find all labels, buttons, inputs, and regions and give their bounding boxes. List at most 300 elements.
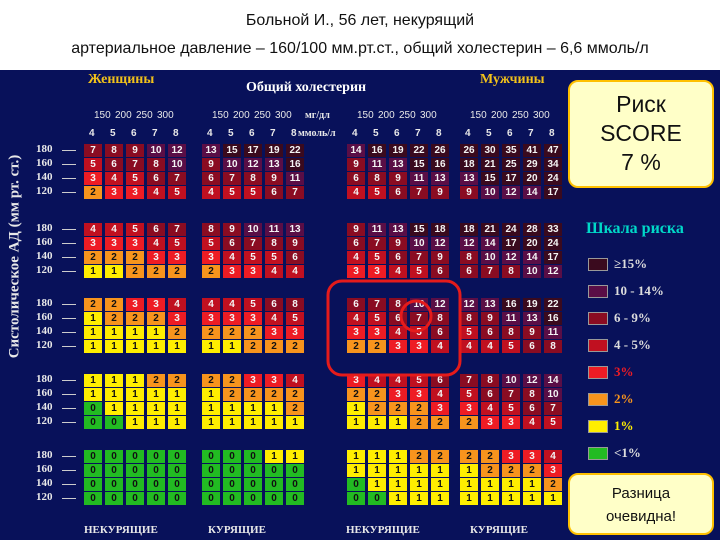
risk-cell: 4	[147, 186, 165, 199]
risk-cell: 7	[168, 223, 186, 236]
risk-cell: 8	[286, 298, 304, 311]
mmol-tick: 6	[507, 128, 513, 139]
legend-swatch	[588, 339, 608, 352]
risk-cell: 33	[544, 223, 562, 236]
risk-cell: 1	[126, 416, 144, 429]
risk-cell: 1	[147, 416, 165, 429]
risk-cell: 0	[286, 492, 304, 505]
risk-cell: 1	[105, 265, 123, 278]
risk-cell: 1	[286, 416, 304, 429]
risk-cell: 5	[502, 402, 520, 415]
risk-cell: 4	[389, 326, 407, 339]
risk-cell: 8	[431, 312, 449, 325]
risk-cell: 24	[544, 237, 562, 250]
risk-cell: 1	[105, 388, 123, 401]
risk-cell: 4	[223, 251, 241, 264]
risk-cell: 1	[105, 340, 123, 353]
risk-cell: 12	[502, 186, 520, 199]
risk-cell: 14	[523, 186, 541, 199]
risk-cell: 7	[460, 374, 478, 387]
risk-cell: 35	[502, 144, 520, 157]
risk-cell: 10	[481, 251, 499, 264]
risk-cell: 14	[523, 251, 541, 264]
risk-cell: 9	[223, 223, 241, 236]
risk-cell: 6	[431, 326, 449, 339]
risk-cell: 4	[481, 402, 499, 415]
risk-cell: 9	[286, 237, 304, 250]
risk-cell: 1	[126, 340, 144, 353]
risk-cell: 0	[105, 416, 123, 429]
risk-cell: 4	[286, 265, 304, 278]
risk-cell: 5	[244, 298, 262, 311]
risk-cell: 2	[202, 265, 220, 278]
mmol-tick: 8	[549, 128, 555, 139]
risk-cell: 8	[502, 326, 520, 339]
risk-cell: 0	[368, 492, 386, 505]
bp-label: 180	[36, 297, 53, 309]
risk-cell: 2	[202, 326, 220, 339]
risk-cell: 3	[347, 326, 365, 339]
risk-cell: 13	[523, 312, 541, 325]
risk-cell: 2	[347, 340, 365, 353]
risk-cell: 2	[105, 298, 123, 311]
risk-cell: 34	[544, 158, 562, 171]
risk-cell: 7	[502, 388, 520, 401]
risk-cell: 11	[368, 223, 386, 236]
risk-cell: 2	[244, 388, 262, 401]
mmol-tick: 5	[373, 128, 379, 139]
risk-cell: 1	[523, 478, 541, 491]
risk-cell: 3	[168, 251, 186, 264]
risk-cell: 6	[265, 298, 283, 311]
mgdl-tick: 300	[533, 110, 550, 121]
mgdl-tick: 300	[420, 110, 437, 121]
risk-cell: 8	[389, 298, 407, 311]
risk-cell: 7	[410, 251, 428, 264]
risk-cell: 1	[502, 492, 520, 505]
risk-cell: 3	[286, 326, 304, 339]
risk-cell: 17	[502, 172, 520, 185]
legend-label: ≥15%	[614, 256, 648, 271]
risk-cell: 4	[168, 298, 186, 311]
risk-cell: 0	[126, 478, 144, 491]
risk-cell: 1	[202, 388, 220, 401]
bp-tick	[62, 394, 76, 395]
bp-tick	[62, 408, 76, 409]
risk-cell: 11	[265, 223, 283, 236]
mgdl-tick: 200	[378, 110, 395, 121]
risk-cell: 6	[147, 223, 165, 236]
bp-tick	[62, 380, 76, 381]
risk-cell: 6	[223, 237, 241, 250]
risk-cell: 0	[286, 464, 304, 477]
risk-cell: 3	[223, 312, 241, 325]
risk-cell: 12	[523, 374, 541, 387]
risk-cell: 1	[84, 374, 102, 387]
bp-label: 180	[36, 222, 53, 234]
bp-label: 180	[36, 143, 53, 155]
risk-cell: 6	[389, 312, 407, 325]
risk-cell: 5	[410, 265, 428, 278]
risk-cell: 13	[286, 223, 304, 236]
risk-cell: 12	[244, 158, 262, 171]
risk-cell: 5	[265, 251, 283, 264]
risk-cell: 1	[84, 326, 102, 339]
bp-tick	[62, 229, 76, 230]
risk-cell: 9	[265, 172, 283, 185]
mgdl-label: мг/дл	[305, 110, 330, 121]
legend-label: 2%	[614, 391, 634, 406]
risk-cell: 1	[481, 492, 499, 505]
risk-cell: 1	[368, 464, 386, 477]
bottom-label-nonsmoker-men: НЕКУРЯЩИЕ	[346, 524, 420, 536]
risk-cell: 13	[460, 172, 478, 185]
risk-cell: 13	[389, 223, 407, 236]
legend-title: Шкала риска	[586, 220, 684, 237]
risk-cell: 3	[84, 172, 102, 185]
risk-cell: 8	[460, 251, 478, 264]
risk-cell: 8	[265, 237, 283, 250]
risk-cell: 7	[286, 186, 304, 199]
risk-cell: 8	[481, 374, 499, 387]
risk-cell: 0	[168, 478, 186, 491]
risk-cell: 2	[544, 478, 562, 491]
risk-cell: 5	[168, 186, 186, 199]
risk-cell: 1	[105, 326, 123, 339]
risk-cell: 2	[168, 265, 186, 278]
legend-swatch	[588, 312, 608, 325]
risk-cell: 1	[410, 478, 428, 491]
mmol-tick: 8	[291, 128, 297, 139]
risk-cell: 10	[481, 186, 499, 199]
risk-cell: 4	[481, 340, 499, 353]
bp-label: 140	[36, 325, 53, 337]
mmol-tick: 6	[394, 128, 400, 139]
difference-box	[568, 473, 714, 535]
risk-cell: 6	[460, 265, 478, 278]
risk-cell: 2	[265, 340, 283, 353]
risk-cell: 1	[347, 464, 365, 477]
risk-cell: 1	[347, 450, 365, 463]
risk-cell: 0	[147, 478, 165, 491]
risk-cell: 12	[168, 144, 186, 157]
risk-label: Риск	[616, 91, 666, 117]
bp-tick	[62, 164, 76, 165]
risk-cell: 13	[265, 158, 283, 171]
risk-cell: 4	[347, 186, 365, 199]
legend-swatch	[588, 285, 608, 298]
risk-cell: 2	[126, 265, 144, 278]
risk-cell: 3	[265, 374, 283, 387]
risk-cell: 1	[147, 388, 165, 401]
risk-cell: 6	[481, 388, 499, 401]
risk-cell: 8	[105, 144, 123, 157]
risk-cell: 9	[202, 158, 220, 171]
risk-cell: 6	[202, 172, 220, 185]
risk-cell: 22	[410, 144, 428, 157]
risk-cell: 1	[389, 492, 407, 505]
risk-cell: 0	[126, 450, 144, 463]
risk-cell: 3	[168, 312, 186, 325]
risk-cell: 4	[544, 450, 562, 463]
mgdl-tick: 150	[357, 110, 374, 121]
bp-tick	[62, 456, 76, 457]
risk-cell: 15	[410, 158, 428, 171]
risk-cell: 1	[202, 416, 220, 429]
risk-cell: 6	[389, 186, 407, 199]
risk-cell: 3	[147, 251, 165, 264]
mmol-tick: 6	[249, 128, 255, 139]
mgdl-tick: 250	[399, 110, 416, 121]
risk-cell: 4	[347, 251, 365, 264]
risk-cell: 4	[431, 388, 449, 401]
mgdl-tick: 200	[233, 110, 250, 121]
risk-cell: 10	[223, 158, 241, 171]
risk-cell: 5	[223, 186, 241, 199]
risk-cell: 0	[202, 478, 220, 491]
risk-cell: 7	[544, 402, 562, 415]
mgdl-tick: 300	[275, 110, 292, 121]
risk-cell: 14	[544, 374, 562, 387]
risk-cell: 2	[265, 388, 283, 401]
risk-cell: 2	[347, 388, 365, 401]
mmol-tick: 8	[173, 128, 179, 139]
risk-cell: 3	[460, 402, 478, 415]
y-axis-label: Систолическое АД (мм рт. ст.)	[6, 154, 23, 359]
risk-cell: 2	[460, 416, 478, 429]
bp-tick	[62, 484, 76, 485]
risk-cell: 0	[265, 492, 283, 505]
risk-cell: 6	[286, 251, 304, 264]
risk-cell: 17	[502, 237, 520, 250]
risk-cell: 3	[389, 340, 407, 353]
bottom-label-smoker-men: КУРЯЩИЕ	[470, 524, 528, 536]
bp-tick	[62, 150, 76, 151]
risk-cell: 0	[244, 492, 262, 505]
risk-cell: 1	[431, 464, 449, 477]
risk-cell: 26	[460, 144, 478, 157]
risk-cell: 7	[223, 172, 241, 185]
risk-cell: 2	[286, 402, 304, 415]
risk-cell: 29	[523, 158, 541, 171]
risk-cell: 24	[502, 223, 520, 236]
risk-cell: 0	[223, 478, 241, 491]
risk-cell: 11	[502, 312, 520, 325]
mmol-tick: 7	[152, 128, 158, 139]
risk-cell: 8	[502, 265, 520, 278]
risk-cell: 0	[265, 464, 283, 477]
risk-cell: 0	[347, 478, 365, 491]
risk-cell: 3	[502, 416, 520, 429]
risk-cell: 2	[202, 374, 220, 387]
bp-tick	[62, 318, 76, 319]
risk-cell: 3	[481, 416, 499, 429]
bp-label: 120	[36, 339, 53, 351]
risk-cell: 1	[481, 478, 499, 491]
bp-tick	[62, 498, 76, 499]
risk-cell: 3	[105, 237, 123, 250]
risk-cell: 2	[84, 298, 102, 311]
risk-cell: 7	[244, 237, 262, 250]
mmol-tick: 5	[110, 128, 116, 139]
risk-cell: 3	[105, 186, 123, 199]
mmol-tick: 7	[528, 128, 534, 139]
risk-cell: 1	[147, 402, 165, 415]
risk-cell: 0	[147, 464, 165, 477]
legend-swatch	[588, 393, 608, 406]
risk-cell: 0	[126, 492, 144, 505]
risk-cell: 5	[244, 186, 262, 199]
risk-cell: 17	[244, 144, 262, 157]
risk-cell: 1	[410, 492, 428, 505]
risk-cell: 4	[347, 312, 365, 325]
bp-label: 140	[36, 250, 53, 262]
bp-tick	[62, 346, 76, 347]
risk-cell: 1	[244, 402, 262, 415]
mmol-tick: 5	[228, 128, 234, 139]
risk-cell: 20	[523, 172, 541, 185]
legend-swatch	[588, 420, 608, 433]
risk-cell: 28	[523, 223, 541, 236]
risk-cell: 1	[410, 464, 428, 477]
risk-cell: 1	[265, 402, 283, 415]
risk-cell: 24	[544, 172, 562, 185]
risk-cell: 0	[244, 478, 262, 491]
risk-cell: 5	[244, 251, 262, 264]
legend-swatch	[588, 447, 608, 460]
mmol-tick: 4	[465, 128, 471, 139]
risk-cell: 15	[410, 223, 428, 236]
risk-cell: 3	[410, 340, 428, 353]
risk-cell: 1	[347, 416, 365, 429]
mgdl-tick: 250	[254, 110, 271, 121]
risk-cell: 2	[410, 416, 428, 429]
bp-label: 160	[36, 463, 53, 475]
caption-line-1: Больной И., 56 лет, некурящий	[245, 12, 475, 29]
risk-cell: 2	[147, 265, 165, 278]
risk-cell: 0	[105, 492, 123, 505]
risk-cell: 15	[223, 144, 241, 157]
risk-cell: 1	[368, 450, 386, 463]
risk-cell: 16	[502, 298, 520, 311]
risk-cell: 12	[502, 251, 520, 264]
risk-cell: 2	[147, 374, 165, 387]
risk-cell: 20	[523, 237, 541, 250]
risk-cell: 10	[410, 237, 428, 250]
risk-cell: 3	[410, 388, 428, 401]
risk-cell: 0	[244, 464, 262, 477]
risk-cell: 2	[105, 251, 123, 264]
risk-cell: 4	[105, 172, 123, 185]
bp-label: 120	[36, 415, 53, 427]
risk-cell: 0	[84, 492, 102, 505]
bp-label: 160	[36, 387, 53, 399]
bp-tick	[62, 470, 76, 471]
risk-cell: 19	[389, 144, 407, 157]
mmol-tick: 7	[270, 128, 276, 139]
risk-cell: 0	[105, 464, 123, 477]
risk-cell: 1	[389, 464, 407, 477]
risk-cell: 4	[389, 374, 407, 387]
risk-cell: 2	[244, 340, 262, 353]
mmol-tick: 4	[89, 128, 95, 139]
risk-cell: 5	[410, 326, 428, 339]
risk-cell: 12	[460, 237, 478, 250]
bp-label: 140	[36, 401, 53, 413]
mgdl-tick: 300	[157, 110, 174, 121]
bp-tick	[62, 332, 76, 333]
risk-cell: 30	[481, 144, 499, 157]
risk-cell: 1	[84, 388, 102, 401]
risk-cell: 0	[84, 402, 102, 415]
risk-cell: 19	[265, 144, 283, 157]
risk-cell: 0	[168, 464, 186, 477]
risk-cell: 41	[523, 144, 541, 157]
risk-cell: 10	[168, 158, 186, 171]
risk-cell: 3	[368, 265, 386, 278]
risk-cell: 6	[481, 326, 499, 339]
risk-cell: 3	[523, 450, 541, 463]
risk-cell: 2	[523, 464, 541, 477]
risk-cell: 1	[265, 416, 283, 429]
risk-cell: 5	[84, 158, 102, 171]
risk-cell: 4	[286, 374, 304, 387]
risk-cell: 0	[286, 478, 304, 491]
risk-cell: 2	[126, 251, 144, 264]
risk-cell: 47	[544, 144, 562, 157]
difference-line-2: очевидна!	[605, 508, 677, 525]
risk-cell: 4	[84, 223, 102, 236]
risk-cell: 2	[84, 186, 102, 199]
risk-cell: 0	[223, 450, 241, 463]
legend-label: 6 - 9%	[614, 310, 651, 325]
caption-line-2: артериальное давление – 160/100 мм.рт.ст., общий холестерин – 6,6 ммоль/л	[71, 40, 649, 57]
bp-tick	[62, 178, 76, 179]
risk-cell: 9	[431, 186, 449, 199]
risk-cell: 17	[544, 186, 562, 199]
risk-cell: 14	[481, 237, 499, 250]
mgdl-tick: 250	[136, 110, 153, 121]
risk-cell: 1	[84, 340, 102, 353]
risk-cell: 2	[481, 450, 499, 463]
risk-cell: 2	[147, 312, 165, 325]
risk-cell: 1	[168, 402, 186, 415]
risk-cell: 9	[389, 237, 407, 250]
risk-cell: 14	[347, 144, 365, 157]
risk-cell: 18	[460, 158, 478, 171]
legend-swatch	[588, 366, 608, 379]
risk-cell: 1	[105, 402, 123, 415]
risk-cell: 2	[168, 326, 186, 339]
risk-cell: 1	[502, 478, 520, 491]
risk-cell: 3	[202, 251, 220, 264]
mmol-tick: 4	[207, 128, 213, 139]
risk-cell: 0	[84, 450, 102, 463]
risk-cell: 5	[410, 374, 428, 387]
risk-cell: 16	[544, 312, 562, 325]
risk-cell: 3	[389, 388, 407, 401]
risk-cell: 2	[368, 340, 386, 353]
risk-cell: 1	[147, 326, 165, 339]
bp-label: 160	[36, 311, 53, 323]
risk-cell: 3	[84, 237, 102, 250]
risk-cell: 11	[286, 172, 304, 185]
risk-cell: 1	[389, 416, 407, 429]
risk-cell: 5	[460, 326, 478, 339]
bp-label: 180	[36, 449, 53, 461]
risk-cell: 4	[389, 265, 407, 278]
risk-cell: 6	[147, 172, 165, 185]
